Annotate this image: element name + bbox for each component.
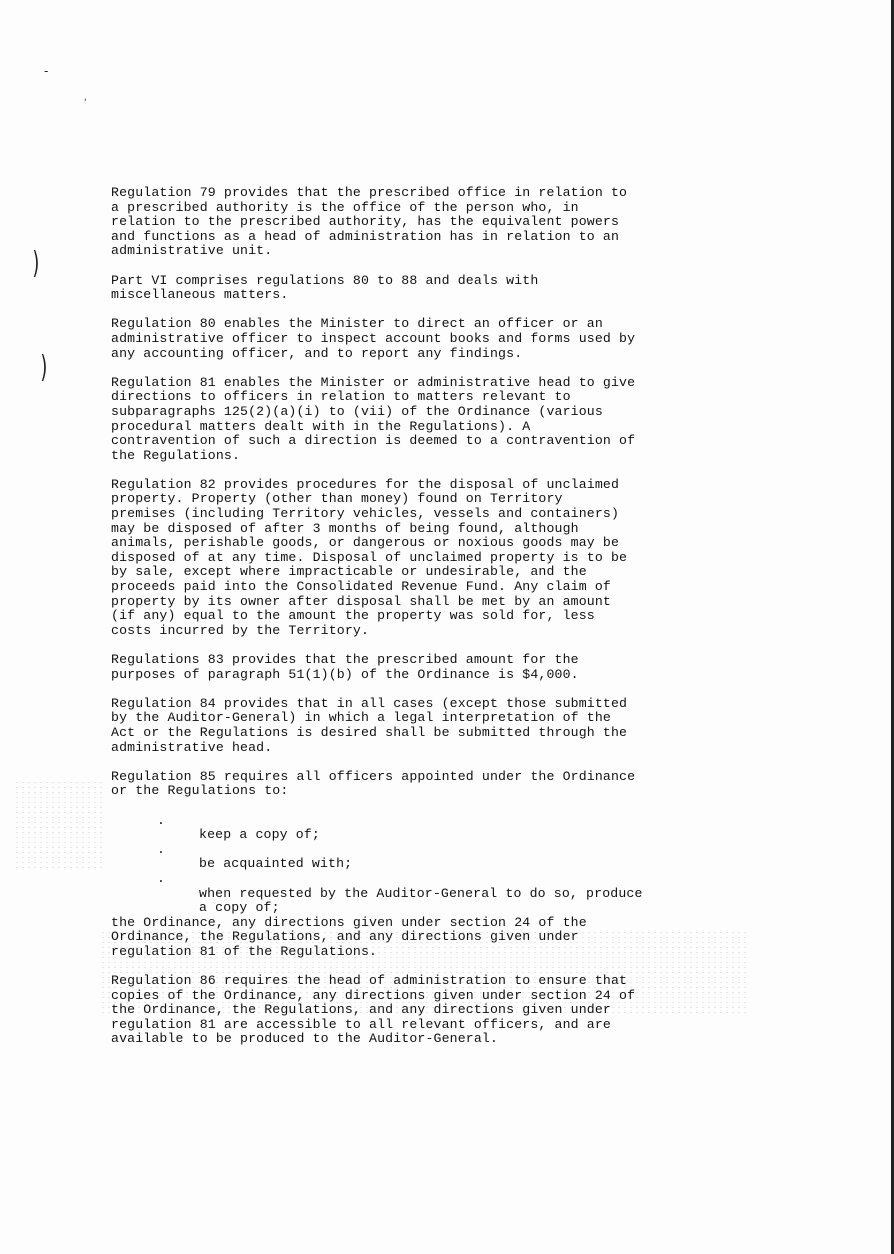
- scan-noise: [14, 780, 104, 870]
- paragraph: Regulation 81 enables the Minister or administrative head to give directions to officers in relation to matters relevant to subparagraphs 125(2)(a)(i) to (vii) of the Ordinance (various procedural matters dealt with in the Regulations). A contravention of such a direction is deemed to a contravention of the Regulations.: [111, 374, 636, 463]
- paragraph: Regulation 86 requires the head of administration to ensure that copies of the Ordinance, any directions given under section 24 of the Ordinance, the Regulations, and any directions given under regulation 81 are accessible to all relevant officers, and are available to be produced to the Auditor-General.: [111, 973, 636, 1047]
- punch-hole-mark: ): [32, 246, 40, 281]
- bullet-list: [111, 814, 701, 916]
- paragraph: Regulation 79 provides that the prescribed office in relation to a prescribed authority is the office of the person who, in relation to the prescribed authority, has the equivalent powers and functions as a head of administration has in relation to an administrative unit.: [111, 185, 628, 259]
- paragraph: the Ordinance, any directions given under section 24 of the Ordinance, the Regulations, and any directions given under regulation 81 of the Regulations.: [111, 914, 587, 959]
- paragraph: Regulation 84 provides that in all cases (except those submitted by the Auditor-General) in which a legal interpretation of the Act or the Regulations is desired shall be submitted through the administrative head.: [111, 695, 628, 755]
- paragraph: Regulation 80 enables the Minister to direct an officer or an administrative officer to inspect account books and forms used by any accounting officer, and to report any findings.: [111, 316, 636, 361]
- list-item: [111, 843, 701, 872]
- list-item-text: keep a copy of;: [199, 827, 320, 843]
- list-item: [111, 814, 701, 843]
- scan-mark: -: [44, 64, 49, 78]
- paragraph: Part VI comprises regulations 80 to 88 and deals with miscellaneous matters.: [111, 272, 539, 303]
- list-item-text: when requested by the Auditor-General to do so, produce a copy of;: [199, 885, 643, 916]
- scan-mark: ': [84, 98, 87, 108]
- bullet-marker: .: [157, 812, 166, 828]
- list-item: [111, 872, 701, 916]
- document-body: [111, 186, 701, 1062]
- punch-hole-mark: ): [40, 350, 48, 385]
- list-item-text: be acquainted with;: [199, 856, 353, 872]
- bullet-marker: .: [157, 841, 166, 857]
- paragraph: Regulations 83 provides that the prescribed amount for the purposes of paragraph 51(1)(b) of the Ordinance is $4,000.: [111, 652, 579, 682]
- bullet-marker: .: [157, 870, 166, 886]
- paragraph: Regulation 85 requires all officers appointed under the Ordinance or the Regulations to:: [111, 768, 636, 799]
- paragraph: Regulation 82 provides procedures for the disposal of unclaimed property. Property (other than money) found on Territory premises (including Territory vehicles, vessels and containers) may be disposed of after 3 months of being found, although animals, perishable goods, or dangerous or noxious goods may be disposed of at any time. Disposal of unclaimed property is to be by sale, except where impracticable or undesirable, and the proceeds paid into the Consolidated Revenue Fund. Any claim of property by its owner after disposal shall be met by an amount (if any) equal to the amount the property was sold for, less costs incurred by the Territory.: [111, 476, 628, 638]
